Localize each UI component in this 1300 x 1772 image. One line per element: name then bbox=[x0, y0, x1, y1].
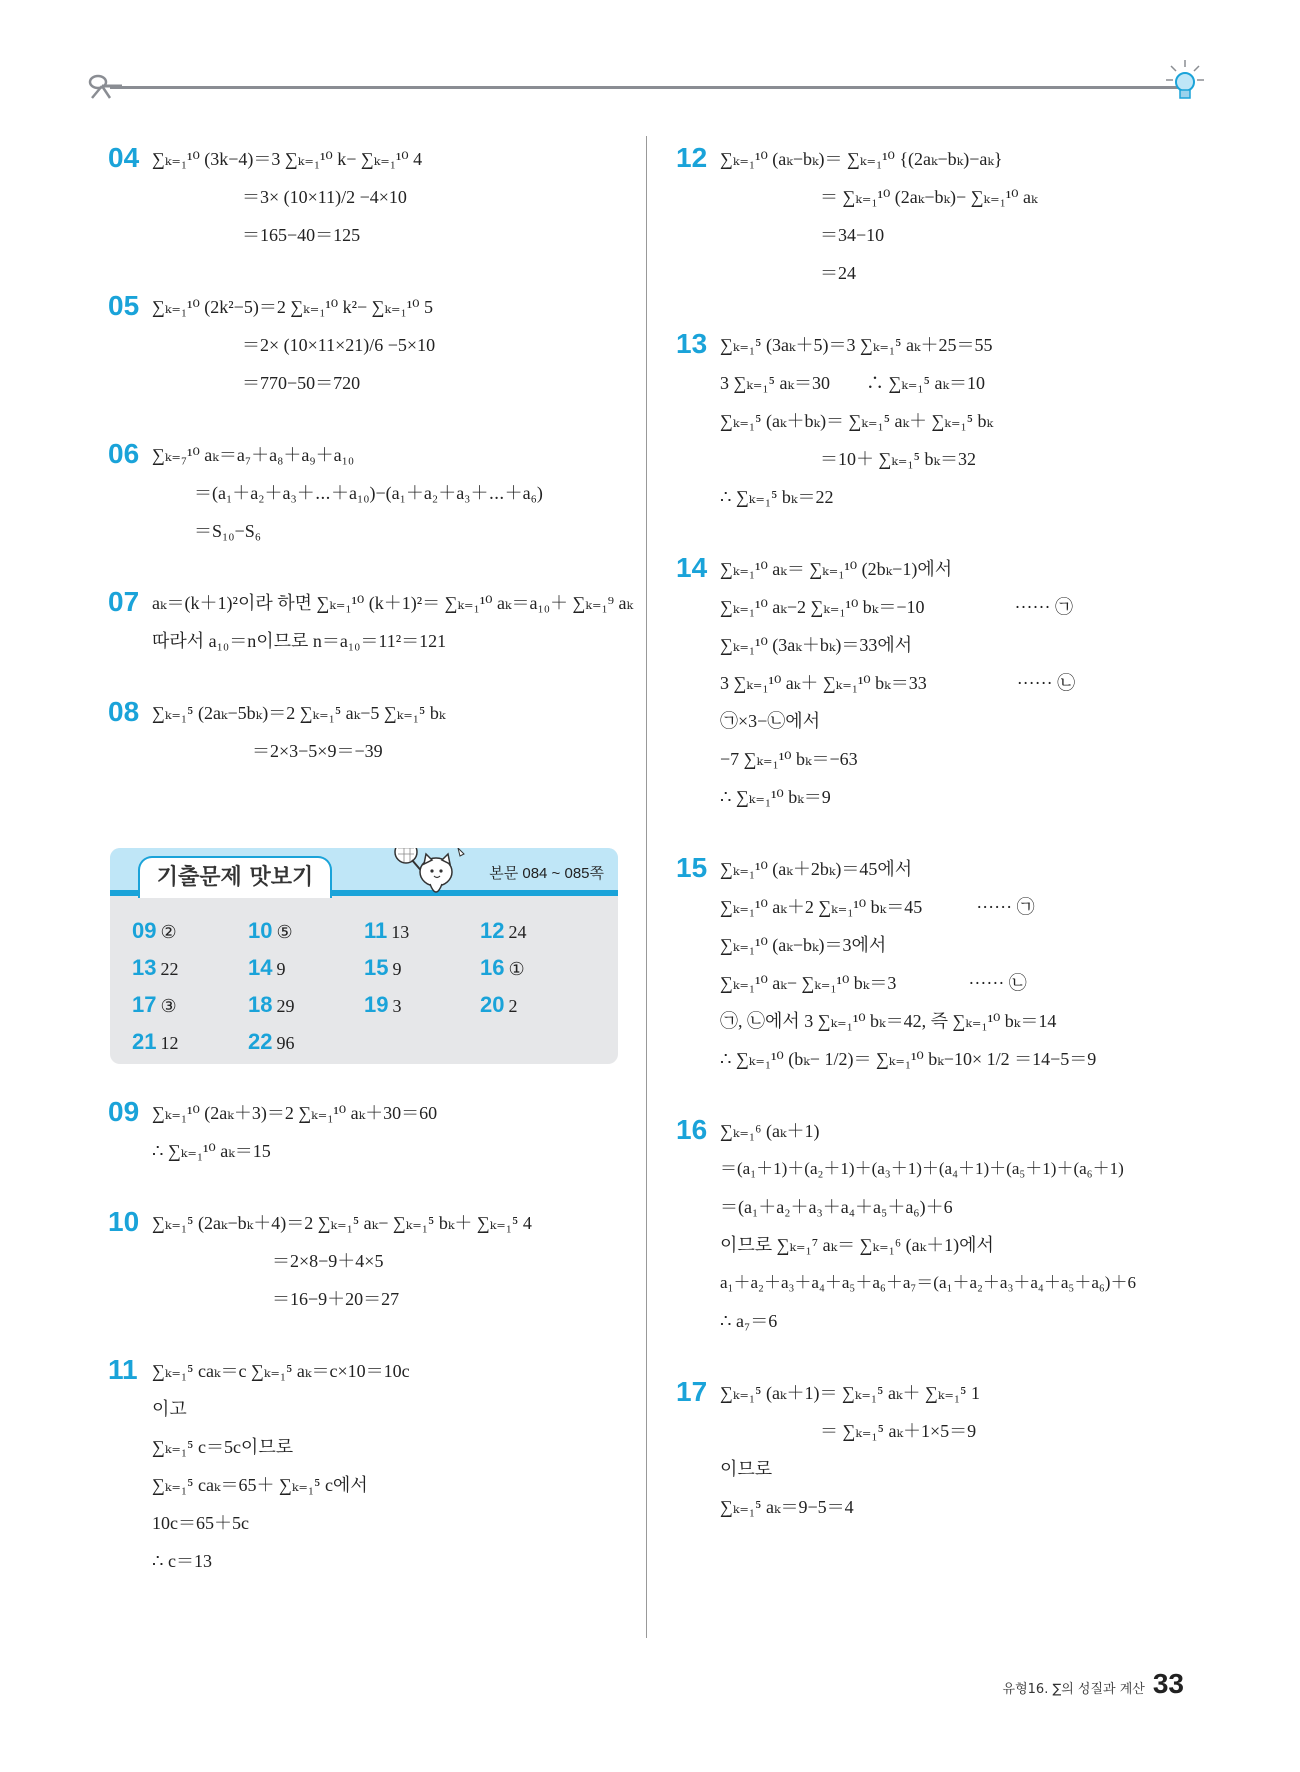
answer-item: 15 9 bbox=[364, 955, 402, 980]
page-footer bbox=[1003, 1668, 1184, 1700]
problem-number: 13 bbox=[676, 328, 708, 359]
problem-number: 12 bbox=[676, 142, 708, 173]
problem-number: 08 bbox=[108, 696, 140, 727]
answer-row bbox=[132, 986, 602, 1023]
problem-number: 15 bbox=[676, 852, 708, 883]
solution-line: ＝(a₁＋a₂＋a₃＋a₄＋a₅＋a₆)＋6 bbox=[720, 1197, 953, 1217]
cat-with-racket-icon bbox=[392, 848, 472, 908]
light-bulb-icon bbox=[1165, 58, 1205, 108]
problem-15 bbox=[676, 850, 1236, 1078]
solution-line: ∑ₖ₌₁⁶ (aₖ＋1) bbox=[720, 1121, 820, 1141]
solution-line: ∴ ∑ₖ₌₁⁵ bₖ＝22 bbox=[720, 487, 834, 507]
solution-line: ∑ₖ₌₁⁵ (2aₖ−5bₖ)＝2 ∑ₖ₌₁⁵ aₖ−5 ∑ₖ₌₁⁵ bₖ bbox=[152, 703, 446, 723]
solution-line: ∑ₖ₌₇¹⁰ aₖ＝a₇＋a₈＋a₉＋a₁₀ bbox=[152, 445, 355, 465]
problem-09 bbox=[108, 1094, 628, 1170]
left-column-lower bbox=[108, 1094, 628, 1614]
problem-number: 10 bbox=[108, 1206, 140, 1237]
problem-11 bbox=[108, 1352, 628, 1580]
solution-line: a₁＋a₂＋a₃＋a₄＋a₅＋a₆＋a₇＝(a₁＋a₂＋a₃＋a₄＋a₅＋a₆)＋6 bbox=[720, 1273, 1136, 1292]
answer-key-header bbox=[110, 848, 618, 896]
solution-line: ＝3× (10×11)/2 −4×10 bbox=[242, 187, 407, 207]
solution-line: ＝(a₁＋a₂＋a₃＋⋯＋a₁₀)−(a₁＋a₂＋a₃＋⋯＋a₆) bbox=[194, 483, 543, 503]
solution-line: ＝2× (10×11×21)/6 −5×10 bbox=[242, 335, 436, 355]
solution-line: 이므로 bbox=[720, 1459, 773, 1479]
solution-line: ＝S₁₀−S₆ bbox=[194, 521, 261, 541]
solution-line: ㉠×3−㉡에서 bbox=[720, 711, 821, 731]
solution-line: ∑ₖ₌₁⁵ aₖ＝9−5＝4 bbox=[720, 1497, 854, 1517]
solution-line: −7 ∑ₖ₌₁¹⁰ bₖ＝−63 bbox=[720, 749, 858, 769]
solution-line: aₖ＝(k＋1)²이라 하면 ∑ₖ₌₁¹⁰ (k＋1)²＝ ∑ₖ₌₁¹⁰ aₖ＝a₁₀＋ ∑ₖ₌₁⁹ aₖ bbox=[152, 593, 634, 613]
solution-line: 이고 bbox=[152, 1399, 187, 1419]
solution-line: ∴ a₇＝6 bbox=[720, 1311, 778, 1331]
solution-line: ∑ₖ₌₁¹⁰ (aₖ−bₖ)＝3에서 bbox=[720, 935, 887, 955]
solution-line: ∑ₖ₌₁⁵ c＝5c이므로 bbox=[152, 1437, 294, 1457]
solution-line: ∴ ∑ₖ₌₁¹⁰ (bₖ− 1/2)＝ ∑ₖ₌₁¹⁰ bₖ−10× 1/2 ＝14−5＝9 bbox=[720, 1049, 1097, 1069]
problem-16 bbox=[676, 1112, 1236, 1340]
solution-line: 이므로 ∑ₖ₌₁⁷ aₖ＝ ∑ₖ₌₁⁶ (aₖ＋1)에서 bbox=[720, 1235, 994, 1255]
answer-key-title: 기출문제 맛보기 bbox=[138, 856, 332, 898]
problem-08 bbox=[108, 694, 628, 770]
solution-line: ㉠, ㉡에서 3 ∑ₖ₌₁¹⁰ bₖ＝42, 즉 ∑ₖ₌₁¹⁰ bₖ＝14 bbox=[720, 1011, 1057, 1031]
answer-key-box bbox=[110, 848, 618, 1064]
solution-line: ∑ₖ₌₁¹⁰ aₖ＋2 ∑ₖ₌₁¹⁰ bₖ＝45 ······ ㉠ bbox=[720, 897, 1035, 917]
problem-10 bbox=[108, 1204, 628, 1318]
top-rule bbox=[110, 86, 1178, 89]
solution-line: ∑ₖ₌₁⁵ (3aₖ＋5)＝3 ∑ₖ₌₁⁵ aₖ＋25＝55 bbox=[720, 335, 993, 355]
answer-item: 22 96 bbox=[248, 1029, 295, 1054]
problem-05 bbox=[108, 288, 628, 402]
solution-line: 10c＝65＋5c bbox=[152, 1513, 249, 1533]
solution-line: ＝165−40＝125 bbox=[242, 225, 361, 245]
solution-line: ∑ₖ₌₁¹⁰ (3k−4)＝3 ∑ₖ₌₁¹⁰ k− ∑ₖ₌₁¹⁰ 4 bbox=[152, 149, 423, 169]
page-number: 33 bbox=[1152, 1668, 1184, 1699]
problem-04 bbox=[108, 140, 628, 254]
solution-line: ∑ₖ₌₁⁵ (2aₖ−bₖ＋4)＝2 ∑ₖ₌₁⁵ aₖ− ∑ₖ₌₁⁵ bₖ＋ ∑ₖ₌₁⁵ 4 bbox=[152, 1213, 532, 1233]
problem-number: 05 bbox=[108, 290, 140, 321]
solution-line: ＝ ∑ₖ₌₁⁵ aₖ＋1×5＝9 bbox=[820, 1421, 977, 1441]
solution-line: 3 ∑ₖ₌₁¹⁰ aₖ＋ ∑ₖ₌₁¹⁰ bₖ＝33 ······ ㉡ bbox=[720, 673, 1076, 693]
problem-number: 07 bbox=[108, 586, 140, 617]
textbook-page-reference: 본문 084 ~ 085쪽 bbox=[489, 865, 604, 882]
footer-section-title: 유형16. ∑의 성질과 계산 bbox=[1002, 1682, 1145, 1697]
solution-line: ∑ₖ₌₁⁵ caₖ＝65＋ ∑ₖ₌₁⁵ c에서 bbox=[152, 1475, 368, 1495]
answer-item: 17 ③ bbox=[132, 992, 177, 1017]
problem-17 bbox=[676, 1374, 1236, 1526]
answer-row bbox=[132, 912, 602, 949]
problem-number: 17 bbox=[676, 1376, 708, 1407]
answer-item: 20 2 bbox=[480, 992, 518, 1017]
problem-14 bbox=[676, 550, 1236, 816]
solution-line: ∑ₖ₌₁¹⁰ (aₖ＋2bₖ)＝45에서 bbox=[720, 859, 913, 879]
solution-line: ∑ₖ₌₁¹⁰ (2k²−5)＝2 ∑ₖ₌₁¹⁰ k²− ∑ₖ₌₁¹⁰ 5 bbox=[152, 297, 433, 317]
answer-item: 14 9 bbox=[248, 955, 286, 980]
answer-item: 10 ⑤ bbox=[248, 918, 293, 943]
problem-number: 11 bbox=[108, 1354, 138, 1385]
column-divider bbox=[646, 136, 647, 1638]
solution-line: ∑ₖ₌₁¹⁰ (2aₖ＋3)＝2 ∑ₖ₌₁¹⁰ aₖ＋30＝60 bbox=[152, 1103, 438, 1123]
solution-line: ＝ ∑ₖ₌₁¹⁰ (2aₖ−bₖ)− ∑ₖ₌₁¹⁰ aₖ bbox=[820, 187, 1038, 207]
problem-number: 14 bbox=[676, 552, 708, 583]
answer-item: 11 13 bbox=[364, 918, 410, 943]
solution-line: ∑ₖ₌₁¹⁰ aₖ＝ ∑ₖ₌₁¹⁰ (2bₖ−1)에서 bbox=[720, 559, 953, 579]
answer-item: 12 24 bbox=[480, 918, 527, 943]
answer-item: 13 22 bbox=[132, 955, 179, 980]
solution-line: ＝24 bbox=[820, 263, 856, 283]
solution-line: ＝770−50＝720 bbox=[242, 373, 361, 393]
solution-line: ∴ ∑ₖ₌₁¹⁰ bₖ＝9 bbox=[720, 787, 831, 807]
right-column bbox=[676, 140, 1236, 1560]
answer-item: 18 29 bbox=[248, 992, 295, 1017]
solution-line: ＝2×3−5×9＝−39 bbox=[252, 741, 383, 761]
answer-row bbox=[132, 1023, 602, 1060]
problem-number: 04 bbox=[108, 142, 140, 173]
answer-row bbox=[132, 949, 602, 986]
left-column bbox=[108, 140, 634, 804]
answer-item: 21 12 bbox=[132, 1029, 179, 1054]
solution-line: ＝16−9＋20＝27 bbox=[272, 1289, 400, 1309]
problem-number: 16 bbox=[676, 1114, 708, 1145]
solution-line: ∴ c＝13 bbox=[152, 1551, 212, 1571]
problem-number: 06 bbox=[108, 438, 140, 469]
solution-line: ＝10＋ ∑ₖ₌₁⁵ bₖ＝32 bbox=[820, 449, 977, 469]
solution-line: ∑ₖ₌₁¹⁰ aₖ− ∑ₖ₌₁¹⁰ bₖ＝3 ······ ㉡ bbox=[720, 973, 1027, 993]
problem-07 bbox=[108, 584, 634, 660]
solution-line: ∑ₖ₌₁¹⁰ aₖ−2 ∑ₖ₌₁¹⁰ bₖ＝−10 ······ ㉠ bbox=[720, 597, 1073, 617]
answer-item: 09 ② bbox=[132, 918, 177, 943]
problem-06 bbox=[108, 436, 628, 550]
problem-13 bbox=[676, 326, 1236, 516]
solution-line: ∑ₖ₌₁¹⁰ (3aₖ＋bₖ)＝33에서 bbox=[720, 635, 913, 655]
solution-line: ＝34−10 bbox=[820, 225, 885, 245]
solution-line: ＝2×8−9＋4×5 bbox=[272, 1251, 384, 1271]
solution-line: ＝(a₁＋1)＋(a₂＋1)＋(a₃＋1)＋(a₄＋1)＋(a₅＋1)＋(a₆＋1) bbox=[720, 1159, 1124, 1178]
solution-line: ∴ ∑ₖ₌₁¹⁰ aₖ＝15 bbox=[152, 1141, 271, 1161]
problem-12 bbox=[676, 140, 1236, 292]
solution-line: 따라서 a₁₀＝n이므로 n＝a₁₀＝11²＝121 bbox=[152, 631, 447, 651]
solution-line: ∑ₖ₌₁⁵ caₖ＝c ∑ₖ₌₁⁵ aₖ＝c×10＝10c bbox=[152, 1361, 410, 1381]
solution-line: 3 ∑ₖ₌₁⁵ aₖ＝30 ∴ ∑ₖ₌₁⁵ aₖ＝10 bbox=[720, 373, 986, 393]
solution-line: ∑ₖ₌₁¹⁰ (aₖ−bₖ)＝ ∑ₖ₌₁¹⁰ {(2aₖ−bₖ)−aₖ} bbox=[720, 149, 1003, 169]
solution-line: ∑ₖ₌₁⁵ (aₖ＋bₖ)＝ ∑ₖ₌₁⁵ aₖ＋ ∑ₖ₌₁⁵ bₖ bbox=[720, 411, 994, 431]
solution-line: ∑ₖ₌₁⁵ (aₖ＋1)＝ ∑ₖ₌₁⁵ aₖ＋ ∑ₖ₌₁⁵ 1 bbox=[720, 1383, 980, 1403]
problem-number: 09 bbox=[108, 1096, 140, 1127]
answer-grid bbox=[132, 912, 602, 1060]
answer-item: 16 ① bbox=[480, 955, 525, 980]
answer-item: 19 3 bbox=[364, 992, 402, 1017]
